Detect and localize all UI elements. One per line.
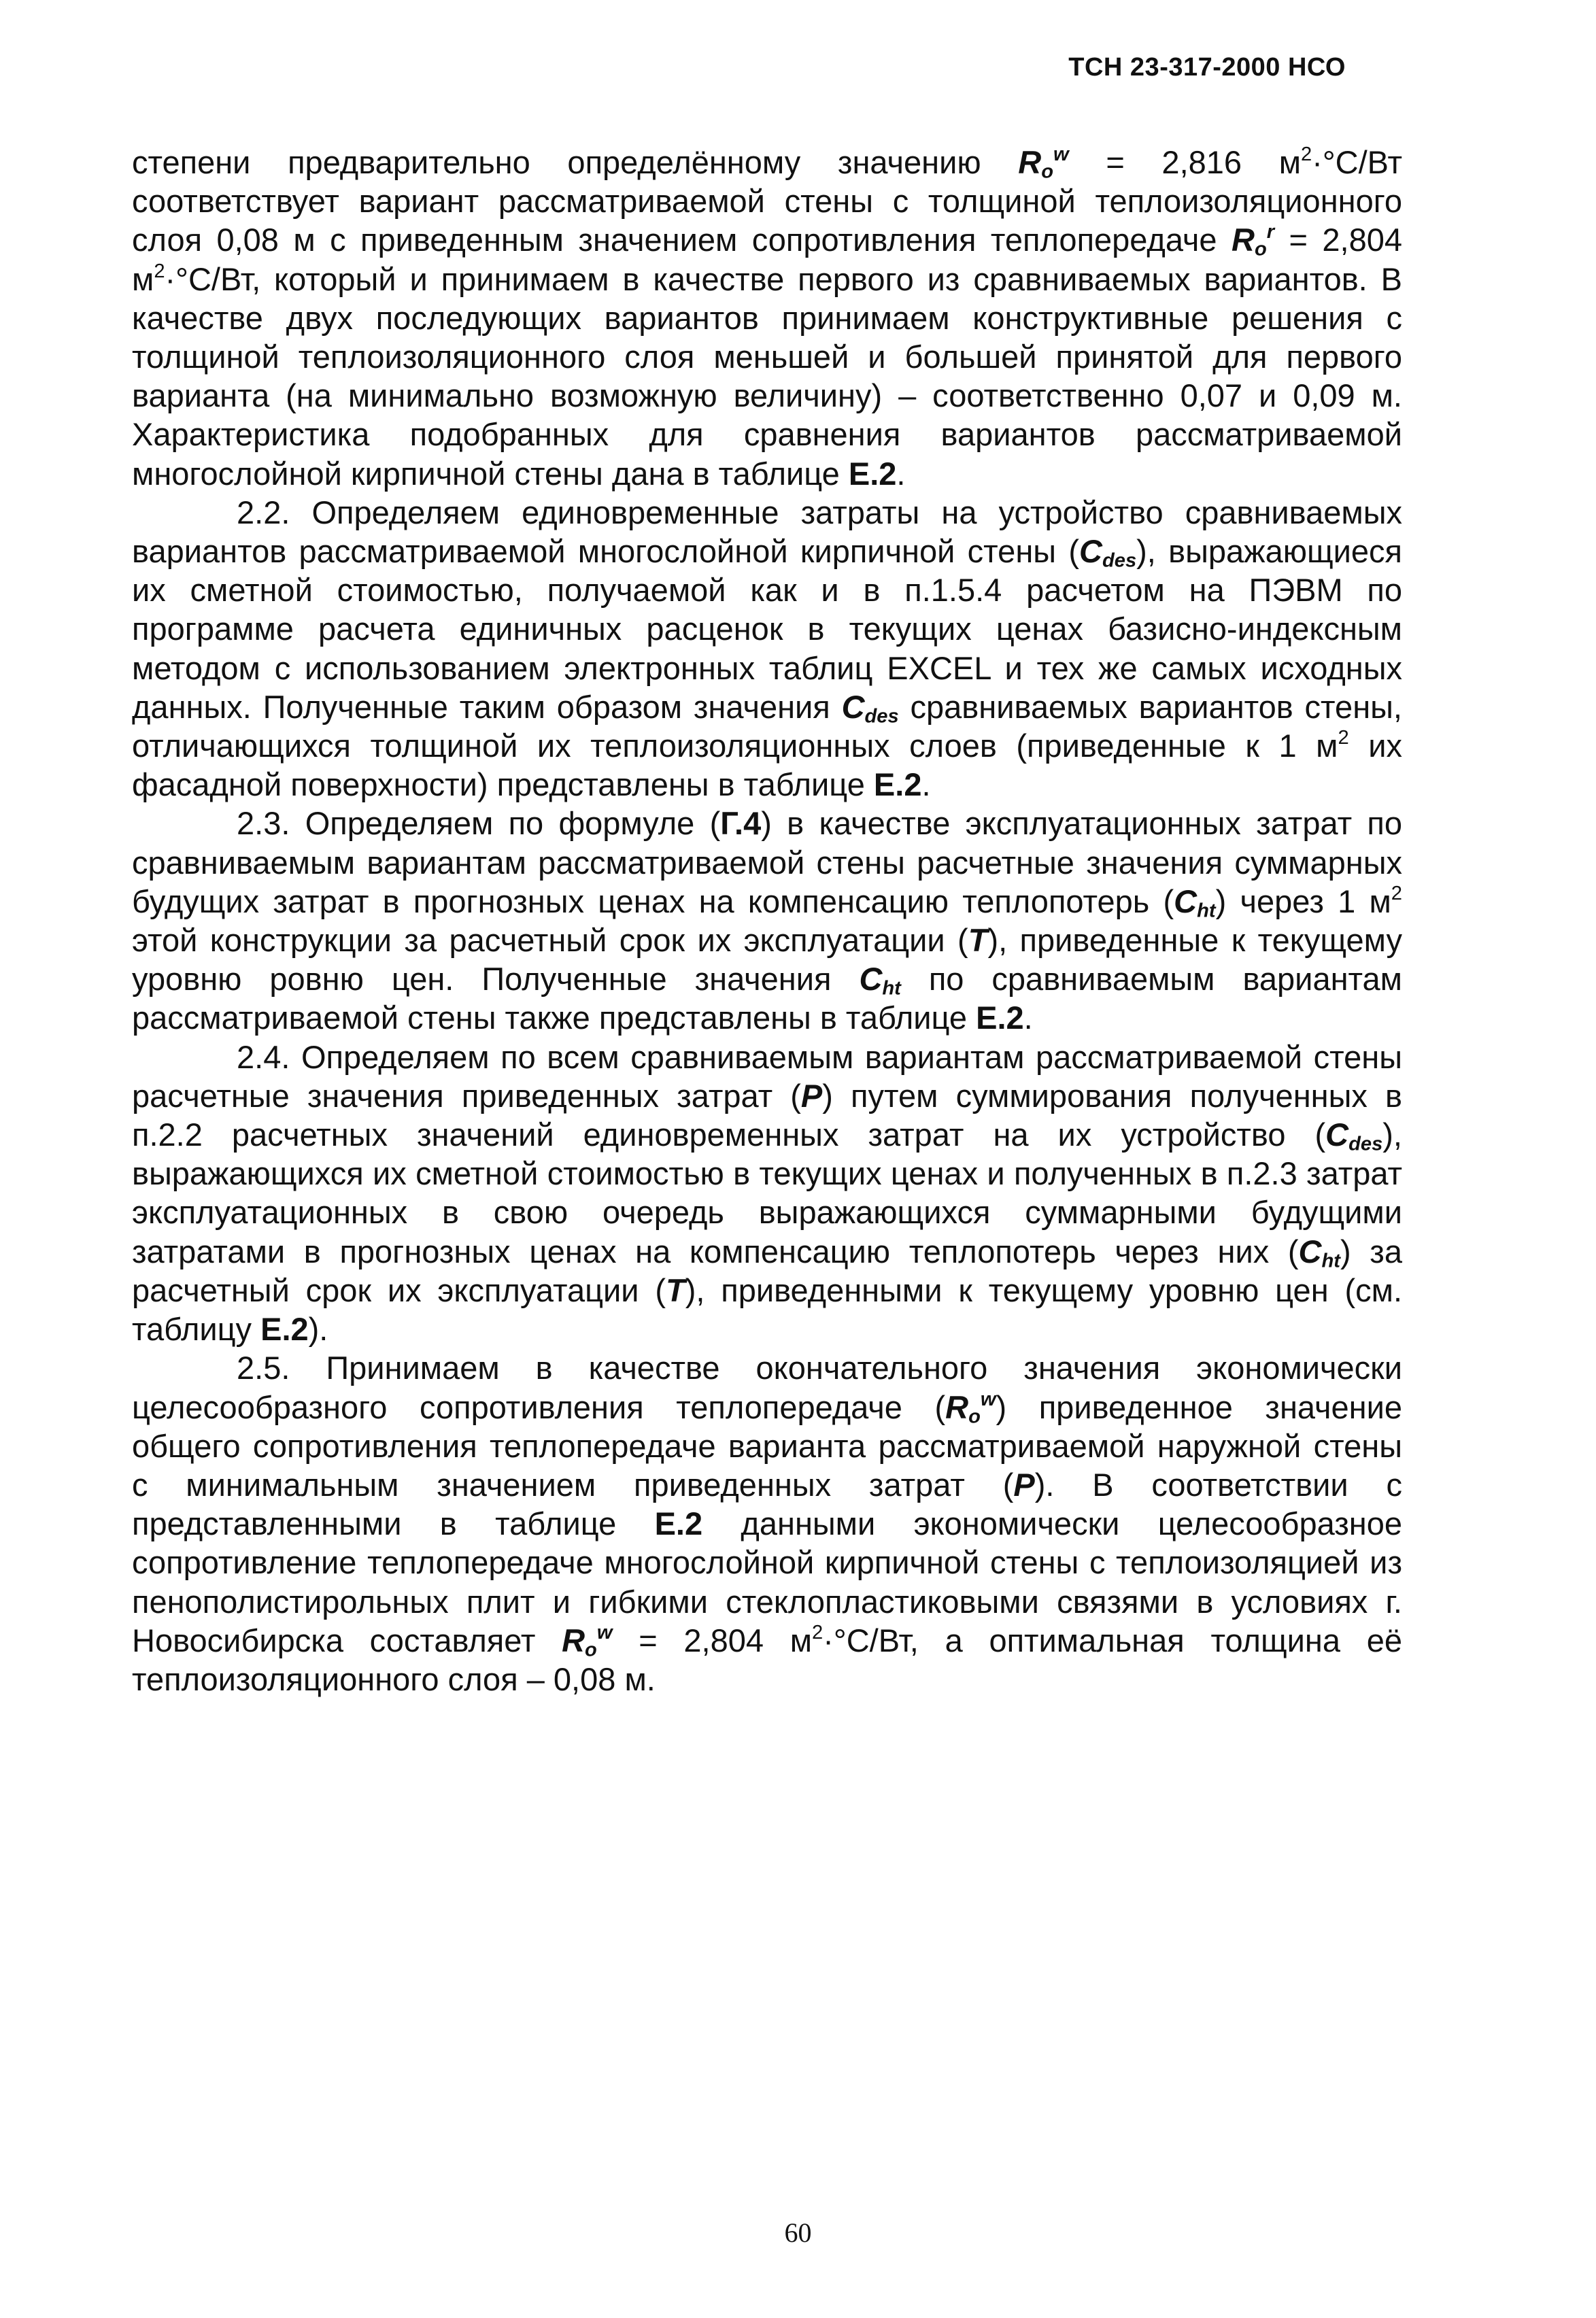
paragraph-2-3 — [132, 804, 1402, 1037]
text-run: степени предварительно определённому значению — [132, 144, 1019, 180]
symbol-subscript: o — [968, 1405, 981, 1427]
text-run: 2.3. Определяем по формуле ( — [237, 805, 721, 842]
symbol-c: C — [841, 688, 865, 725]
text-run: ), выражающиеся их сметной стоимостью, получаемой как и в п.1.5.4 расчетом на ПЭВМ по программе расчета единичных расценок в текущих ценах базисно-индексным методом с использованием электронных таблиц EXCEL и тех же самых исходных данных. Полученные таким образом значения — [132, 533, 1403, 725]
text-run: 2.5. Принимаем в качестве окончательного значения экономически целесообразного сопротивления теплопередаче ( — [132, 1350, 1402, 1425]
symbol-superscript: w — [1053, 143, 1069, 166]
text-run: . — [896, 455, 906, 492]
superscript: 2 — [1391, 882, 1402, 904]
paragraph-2-2 — [132, 493, 1402, 804]
symbol-c: C — [1298, 1233, 1322, 1269]
text-run: их фасадной поверхности) представлены в таблице — [132, 728, 1402, 803]
superscript: 2 — [812, 1621, 824, 1643]
text-run: ). В соответствии с представленными в таблице — [132, 1466, 1402, 1542]
page-number: 60 — [784, 2217, 812, 2248]
text-run: по сравниваемым вариантам рассматриваемой стены также представлены в таблице — [132, 961, 1402, 1036]
table-reference: Е.2 — [654, 1505, 703, 1542]
text-run: ·°С/Вт, а оптимальная толщина её теплоизоляционного слоя – 0,08 м. — [132, 1622, 1402, 1697]
text-run: данными экономически целесообразное сопротивление теплопередаче многослойной кирпичной стены с теплоизоляцией из пенополистирольных плит и гибкими стеклопластиковыми связями в условиях г. Новосибирска составляет — [132, 1505, 1402, 1658]
paragraph-2-5 — [132, 1348, 1402, 1699]
text-run: ). — [308, 1311, 328, 1348]
document-body — [132, 143, 1402, 1699]
text-run: 2.4. Определяем по всем сравниваемым вариантам рассматриваемой стены расчетные значения приведенных затрат ( — [132, 1038, 1402, 1114]
text-run: ) через 1 м — [1215, 883, 1391, 919]
symbol-subscript: des — [864, 705, 899, 728]
superscript: 2 — [1301, 143, 1312, 166]
symbol-subscript: o — [1041, 160, 1053, 183]
text-run: ), выражающихся их сметной стоимостью в текущих ценах и полученных в п.2.3 затрат эксплуатационных в свою очередь выражающихся суммарными будущими затратами в прогнозных ценах на компенсацию теплопотерь через них ( — [132, 1117, 1402, 1269]
text-run: ) путем суммирования полученных в п.2.2 расчетных значений единовременных затрат на их устройство ( — [132, 1077, 1402, 1153]
text-run: ) в качестве эксплуатационных затрат по сравниваемым вариантам рассматриваемой стены расчетные значения суммарных будущих затрат в прогнозных ценах на компенсацию теплопотерь ( — [132, 805, 1402, 919]
table-reference: Е.2 — [873, 766, 922, 803]
text-run: ·°С/Вт, который и принимаем в качестве первого из сравниваемых вариантов. В качестве двух последующих вариантов принимаем конструктивные решения с толщиной теплоизоляционного слоя меньшей и большей принятой для первого варианта (на минимально возможную величину) – соответственно 0,07 и 0,09 м. Характеристика подобранных для сравнения вариантов рассматриваемой многослойной кирпичной стены дана в таблице — [132, 260, 1402, 492]
symbol-c: C — [1079, 533, 1102, 570]
text-run: = 2,804 м — [612, 1622, 813, 1658]
symbol-t: T — [666, 1272, 685, 1308]
formula-reference: Г.4 — [720, 805, 762, 842]
symbol-p: P — [800, 1077, 823, 1114]
symbol-r: R — [1231, 222, 1255, 258]
symbol-r: R — [1018, 144, 1042, 180]
symbol-subscript: ht — [1197, 900, 1216, 922]
symbol-superscript: r — [1266, 221, 1275, 243]
text-run: ) за расчетный срок их эксплуатации ( — [132, 1233, 1402, 1308]
table-reference: Е.2 — [260, 1311, 309, 1348]
superscript: 2 — [154, 260, 165, 282]
symbol-c: C — [1174, 883, 1198, 919]
symbol-r: R — [945, 1388, 969, 1425]
symbol-subscript: ht — [882, 977, 901, 1000]
symbol-subscript: des — [1102, 549, 1137, 572]
text-run: ) приведенное значение общего сопротивления теплопередаче варианта рассматриваемой наружной стены с минимальным значением приведенных затрат ( — [132, 1388, 1402, 1503]
symbol-subscript: des — [1348, 1133, 1383, 1155]
symbol-t: T — [968, 922, 988, 959]
symbol-superscript: w — [980, 1388, 996, 1410]
text-run: этой конструкции за расчетный срок их эксплуатации ( — [132, 922, 968, 959]
symbol-subscript: o — [1254, 238, 1267, 260]
text-run: 2.2. Определяем единовременные затраты на устройство сравниваемых вариантов рассматриваемой многослойной кирпичной стены ( — [132, 494, 1402, 570]
text-run: сравниваемых вариантов стены, отличающихся толщиной их теплоизоляционных слоев (приведенные к 1 м — [132, 688, 1402, 764]
table-reference: Е.2 — [976, 1000, 1024, 1036]
text-run: ), приведенные к текущему уровню ровню цен. Полученные значения — [132, 922, 1402, 998]
document-code-header: ТСН 23-317-2000 НСО — [1068, 53, 1346, 82]
table-reference: Е.2 — [848, 455, 897, 492]
symbol-subscript: ht — [1321, 1250, 1340, 1272]
text-run: ·°С/Вт соответствует вариант рассматриваемой стены с толщиной теплоизоляционного слоя 0,08 м с приведенным значением сопротивления теплопередаче — [132, 144, 1402, 258]
paragraph-continuation — [132, 143, 1402, 493]
text-run: ), приведенными к текущему уровню цен (см. таблицу — [132, 1272, 1403, 1348]
symbol-c: C — [859, 961, 883, 998]
symbol-r: R — [562, 1622, 585, 1658]
paragraph-2-4 — [132, 1038, 1402, 1349]
text-run: . — [1023, 1000, 1033, 1036]
symbol-subscript: o — [585, 1639, 597, 1661]
superscript: 2 — [1338, 727, 1349, 749]
symbol-p: P — [1013, 1466, 1035, 1503]
text-run: = 2,804 м — [132, 222, 1402, 297]
text-run: . — [921, 766, 931, 803]
symbol-c: C — [1325, 1117, 1349, 1153]
text-run: = 2,816 м — [1068, 144, 1302, 180]
symbol-superscript: w — [596, 1621, 613, 1643]
